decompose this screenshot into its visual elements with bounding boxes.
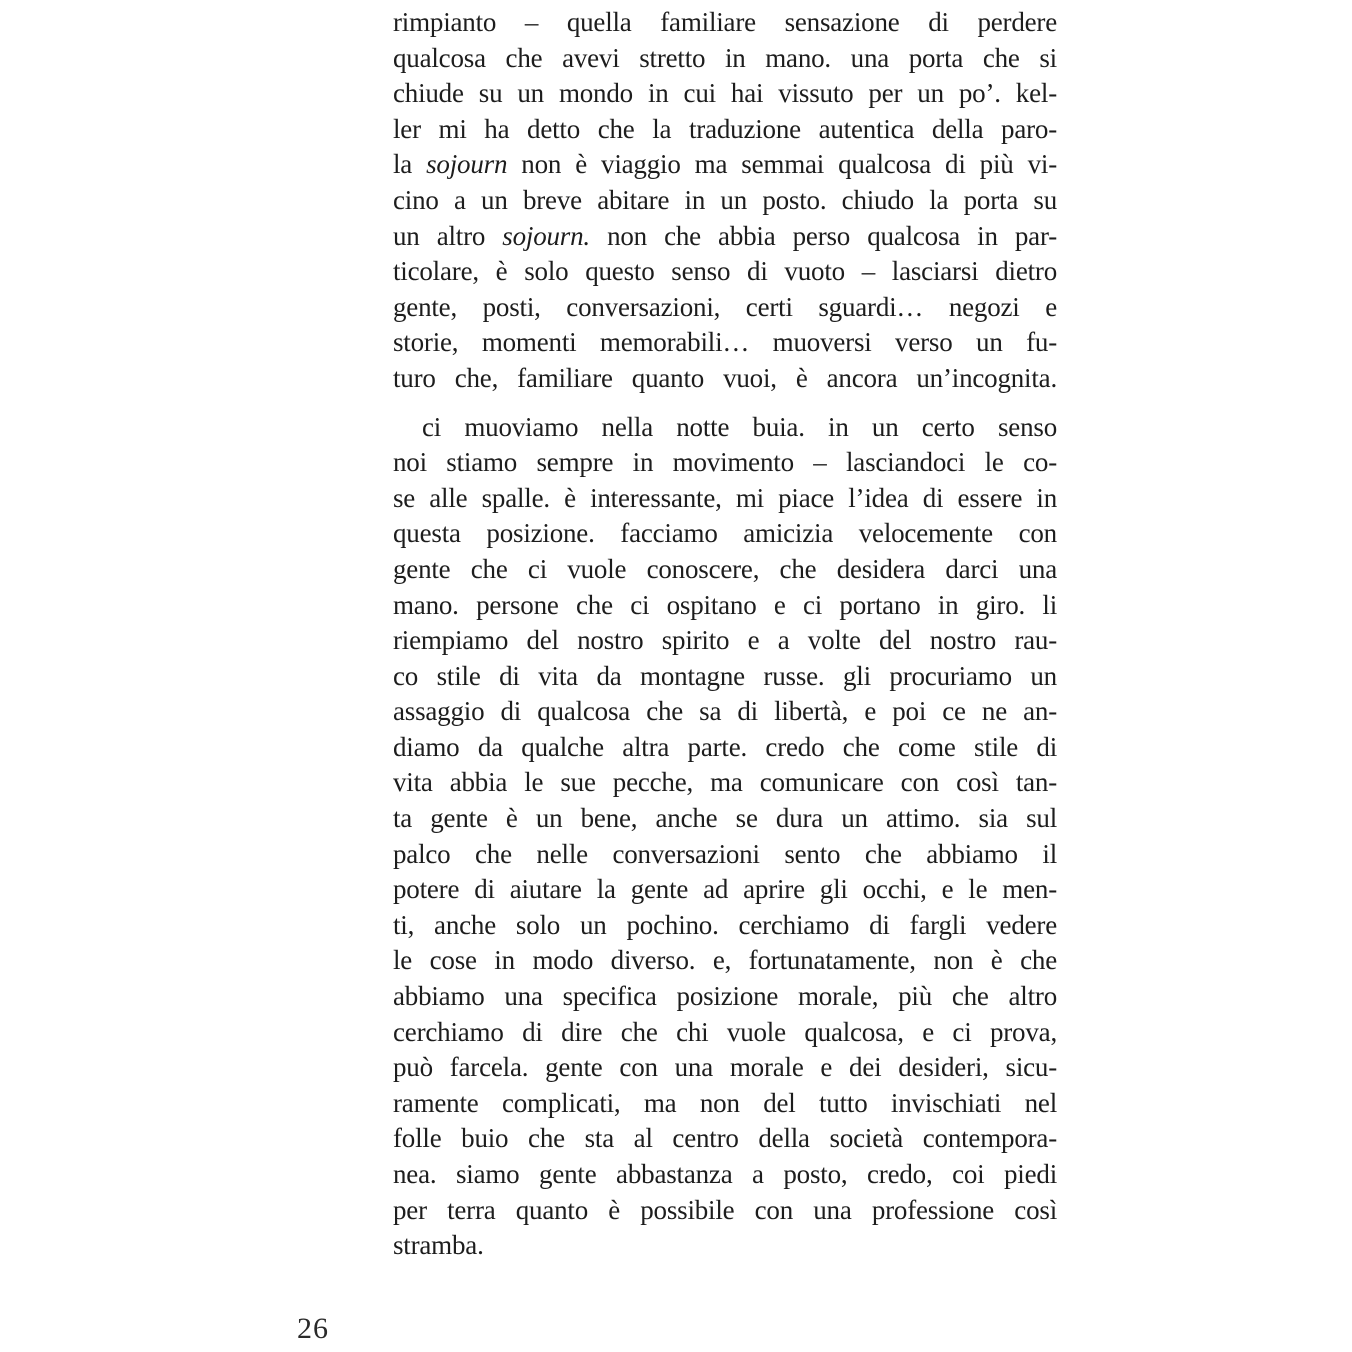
paragraph [393, 410, 1057, 1264]
text-line: nea. siamo gente abbastanza a posto, credo, coi piedi [393, 1159, 1057, 1189]
text-line: chiude su un mondo in cui hai vissuto per un po’. kel- [393, 78, 1057, 109]
italic-text: sojourn [426, 149, 508, 180]
text-line: le cose in modo diverso. e, fortunatamente, non è che [393, 945, 1057, 976]
text-line: ticolare, è solo questo senso di vuoto – lasciarsi dietro [393, 256, 1057, 287]
text-line: ci muoviamo nella notte buia. in un certo senso [422, 411, 1057, 442]
text-line: un altro sojourn. non che abbia perso qualcosa in par- [393, 220, 1057, 251]
text-line: abbiamo una specifica posizione morale, più che altro [393, 981, 1057, 1012]
paragraph [393, 5, 1057, 397]
text-line: co stile di vita da montagne russe. gli procuriamo un [393, 660, 1057, 691]
text-line: stramba. [393, 1230, 484, 1261]
text-line: gente, posti, conversazioni, certi sguardi… negozi e [393, 291, 1057, 322]
text-line: ramente complicati, ma non del tutto invischiati nel [393, 1087, 1057, 1118]
text-line: cerchiamo di dire che chi vuole qualcosa, e ci prova, [393, 1016, 1057, 1047]
text-line: ti, anche solo un pochino. cerchiamo di fargli vedere [393, 909, 1057, 940]
page-number: 26 [297, 1312, 329, 1345]
text-line: assaggio di qualcosa che sa di libertà, e poi ce ne an- [393, 696, 1057, 727]
text-line: turo che, familiare quanto vuoi, è ancora un’incognita. [393, 362, 1057, 393]
text-line: ta gente è un bene, anche se dura un attimo. sia sul [393, 803, 1057, 834]
text-line: questa posizione. facciamo amicizia velocemente con [393, 518, 1057, 549]
text-line: può farcela. gente con una morale e dei desideri, sicu- [393, 1052, 1057, 1083]
text-line: diamo da qualche altra parte. credo che come stile di [393, 731, 1057, 762]
text-line: palco che nelle conversazioni sento che abbiamo il [393, 838, 1057, 869]
text-line: storie, momenti memorabili… muoversi verso un fu- [393, 327, 1057, 358]
body-text [393, 5, 1057, 1264]
text-line: rimpianto – quella familiare sensazione di perdere [393, 7, 1057, 37]
text-line: potere di aiutare la gente ad aprire gli occhi, e le men- [393, 874, 1057, 905]
text-line: per terra quanto è possibile con una professione così [393, 1194, 1057, 1225]
italic-text: sojourn. [502, 220, 590, 251]
text-line: riempiamo del nostro spirito e a volte del nostro rau- [393, 625, 1057, 656]
text-line: se alle spalle. è interessante, mi piace l’idea di essere in [393, 482, 1057, 513]
text-line: cino a un breve abitare in un posto. chiudo la porta su [393, 184, 1057, 215]
text-line: mano. persone che ci ospitano e ci portano in giro. li [393, 589, 1057, 620]
text-line: la sojourn non è viaggio ma semmai qualcosa di più vi- [393, 149, 1057, 180]
text-line: noi stiamo sempre in movimento – lasciandoci le co- [393, 447, 1057, 478]
text-line: qualcosa che avevi stretto in mano. una porta che si [393, 42, 1057, 73]
text-line: vita abbia le sue pecche, ma comunicare con così tan- [393, 767, 1057, 798]
text-line: gente che ci vuole conoscere, che desidera darci una [393, 553, 1057, 584]
text-line: folle buio che sta al centro della società contempora- [393, 1123, 1057, 1154]
text-line: ler mi ha detto che la traduzione autentica della paro- [393, 113, 1057, 144]
